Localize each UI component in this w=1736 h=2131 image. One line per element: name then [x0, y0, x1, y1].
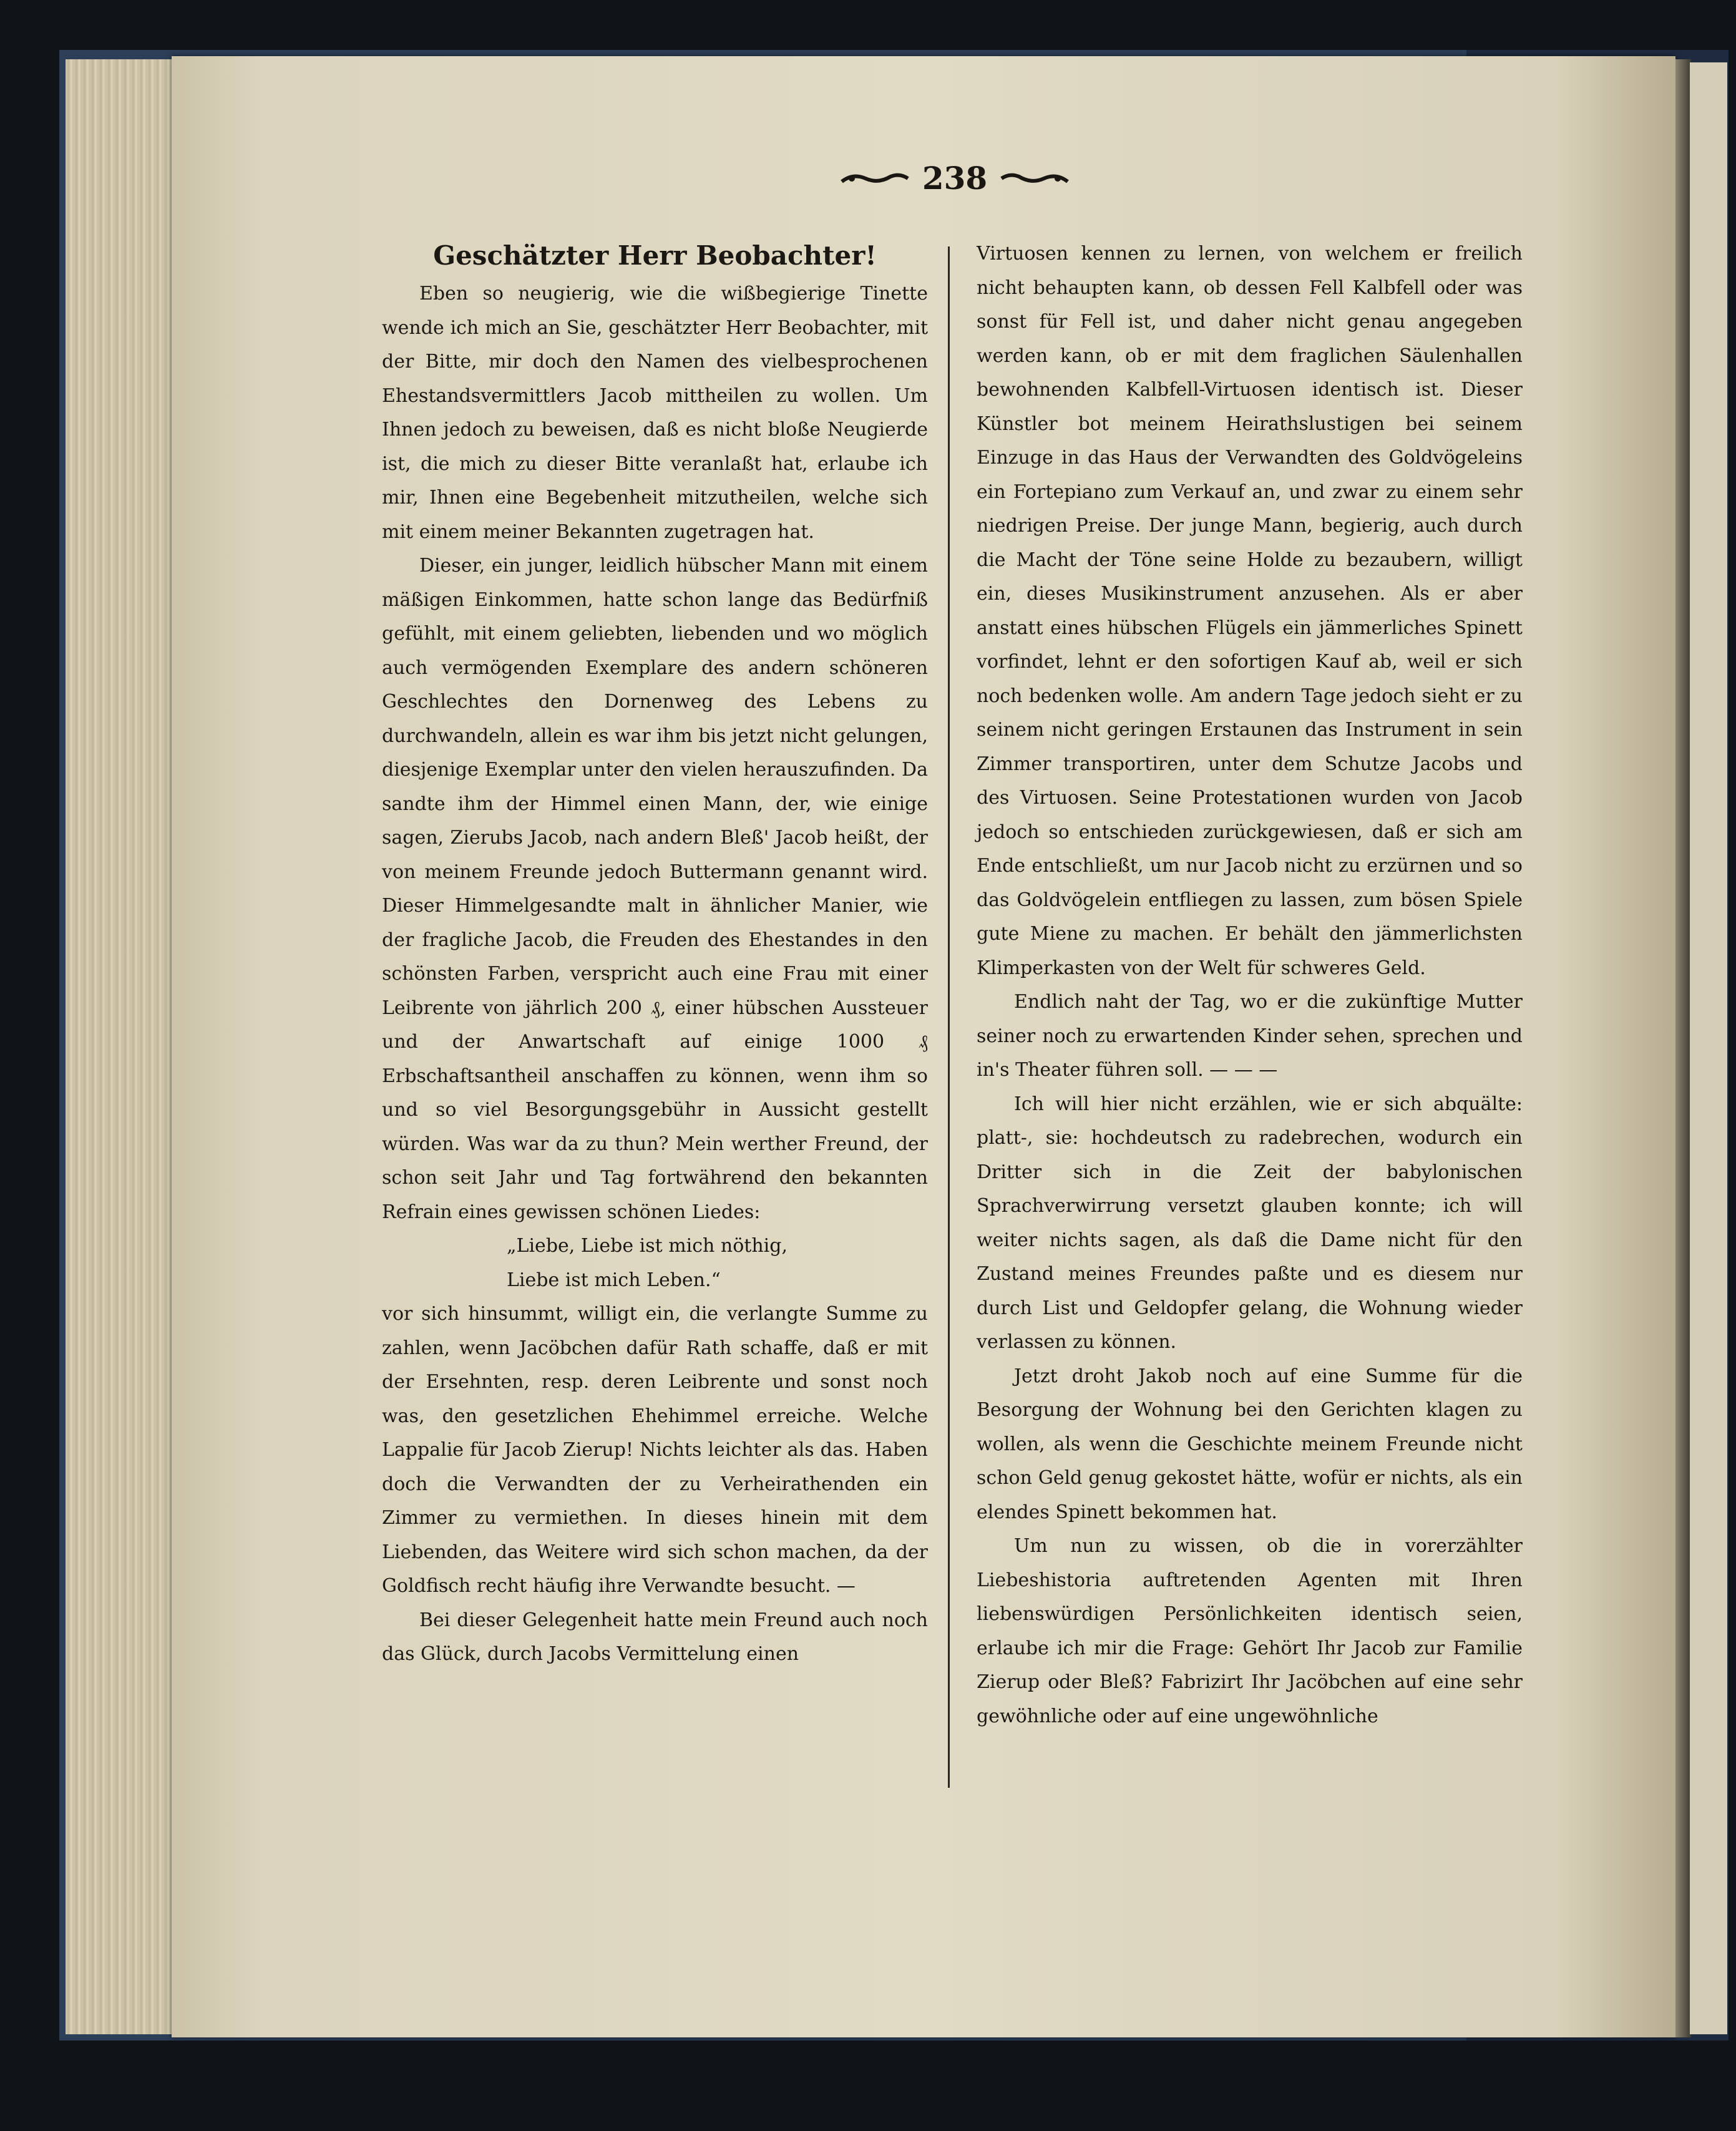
paragraph: Dieser, ein junger, leidlich hübscher Mann mit einem mäßigen Einkommen, hatte schon lange das Bedürfniß gefühlt, mit einem geliebten, liebenden und wo möglich auch vermögenden Exemplare des andern schöneren Geschlechtes den Dornenweg des Lebens zu durchwandeln, allein es war ihm bis jetzt nicht gelungen, diesjenige Exemplar unter den vielen herauszufinden. Da sandte ihm der Himmel einen Mann, der, wie einige sagen, Zierubs Jacob, nach andern Bleß' Jacob heißt, der von meinem Freunde jedoch Buttermann genannt wird. Dieser Himmelgesandte malt in ähnlicher Manier, wie der fragliche Jacob, die Freuden des Ehestandes in den schönsten Farben, verspricht auch eine Frau mit einer Leibrente von jährlich 200 ₰, einer hübschen Aussteuer und der Anwartschaft auf einige 1000 ₰ Erbschaftsantheil anschaffen zu können, wenn ihm so und so viel Besorgungsgebühr in Aussicht gestellt würden. Was war da zu thun? Mein werther Freund, der schon seit Jahr und Tag fortwährend den bekannten Refrain eines gewissen schönen Liedes:	[382, 555, 929, 1223]
ornament-left-icon	[841, 172, 909, 185]
paragraph: Ich will hier nicht erzählen, wie er sich abquälte: platt-, sie: hochdeutsch zu radebrechen, wodurch ein Dritter sich in die Zeit der babylonischen Sprachverwirrung versetzt glauben konnte; ich will weiter nichts sagen, als daß die Dame nicht für den Zustand meines Freundes paßte und es diesem nur durch List und Geldopfer gelang, die Wohnung wieder verlassen zu können.	[977, 1093, 1523, 1353]
quote-line: „Liebe, Liebe ist mich nöthig,	[507, 1235, 788, 1257]
paragraph: Um nun zu wissen, ob die in vorerzählter Liebeshistoria auftretenden Agenten mit Ihren liebenswürdigen Persönlichkeiten identisch seien, erlaube ich mir die Frage: Gehört Ihr Jacob zur Familie Zierup oder Bleß? Fabrizirt Ihr Jacöbchen auf eine sehr gewöhnliche oder auf eine ungewöhnliche	[977, 1535, 1523, 1727]
page-number: 238	[922, 160, 988, 197]
paragraph: vor sich hinsummt, willigt ein, die verlangte Summe zu zahlen, wenn Jacöbchen dafür Rath schaffe, daß er mit der Ersehnten, resp. deren Leibrente und sonst noch was, den gesetzlichen Ehehimmel erreiche. Welche Lappalie für Jacob Zierup! Nichts leichter als das. Haben doch die Verwandten der zu Verheirathenden ein Zimmer zu vermiethen. In dieses hinein mit dem Liebenden, das Weitere wird sich schon machen, da der Goldfisch recht häufig ihre Verwandte besucht. —	[382, 1303, 928, 1597]
ornament-right-icon	[1000, 172, 1069, 185]
left-column	[382, 237, 928, 1672]
paragraph: Bei dieser Gelegenheit hatte mein Freund auch noch das Glück, durch Jacobs Vermittelung einen	[382, 1609, 928, 1665]
paragraph: Jetzt droht Jakob noch auf eine Summe für die Besorgung der Wohnung bei den Gerichten klagen zu wollen, als wenn die Geschichte meinem Freunde nicht schon Geld genug gekostet hätte, wofür er nichts, als ein elendes Spinett bekommen hat.	[977, 1365, 1523, 1523]
quote-line: Liebe ist mich Leben.“	[507, 1269, 721, 1291]
song-quote	[382, 1229, 928, 1297]
page-header	[830, 160, 1080, 210]
paragraph: Virtuosen kennen zu lernen, von welchem er freilich nicht behaupten kann, ob dessen Fell Kalbfell oder was sonst für Fell ist, und daher nicht genau angegeben werden kann, ob er mit dem fraglichen Säulenhallen bewohnenden Kalbfell-Virtuosen identisch ist. Dieser Künstler bot meinem Heirathslustigen bei seinem Einzuge in das Haus der Verwandten des Goldvögeleins ein Fortepiano zum Verkauf an, und zwar zu einem sehr niedrigen Preise. Der junge Mann, begierig, auch durch die Macht der Töne seine Holde zu bezaubern, willigt ein, dieses Musikinstrument anzusehen. Als er aber anstatt eines hübschen Flügels ein jämmerliches Spinett vorfindet, lehnt er den sofortigen Kauf ab, weil er sich noch bedenken wolle. Am andern Tage jedoch sieht er zu seinem nicht geringen Erstaunen das Instrument in sein Zimmer transportiren, unter dem Schutze Jacobs und des Virtuosen. Seine Protestationen wurden von Jacob jedoch so entschieden zurückgewiesen, daß er sich am Ende entschließt, um nur Jacob nicht zu erzürnen und so das Goldvögelein entfliegen zu lassen, zum bösen Spiele gute Miene zu machen. Er behält den jämmerlichsten Klimperkasten von der Welt für schweres Geld.	[977, 243, 1523, 979]
column-divider	[948, 246, 950, 1788]
facing-page-edge	[1690, 62, 1727, 2034]
letter-title: Geschätzter Herr Beobachter!	[433, 240, 877, 271]
book-gutter	[1675, 59, 1691, 2037]
paragraph: Eben so neugierig, wie die wißbegierige Tinette wende ich mich an Sie, geschätzter Herr Beobachter, mit der Bitte, mir doch den Namen des vielbesprochenen Ehestandsvermittlers Jacob mittheilen zu wollen. Um Ihnen jedoch zu beweisen, daß es nicht bloße Neugierde ist, die mich zu dieser Bitte veranlaßt hat, erlaube ich mir, Ihnen eine Begebenheit mitzutheilen, welche sich mit einem meiner Bekannten zugetragen hat.	[382, 283, 928, 543]
paragraph: Endlich naht der Tag, wo er die zukünftige Mutter seiner noch zu erwartenden Kinder sehen, sprechen und in's Theater führen soll. — — —	[977, 991, 1523, 1081]
right-column	[977, 237, 1523, 1734]
